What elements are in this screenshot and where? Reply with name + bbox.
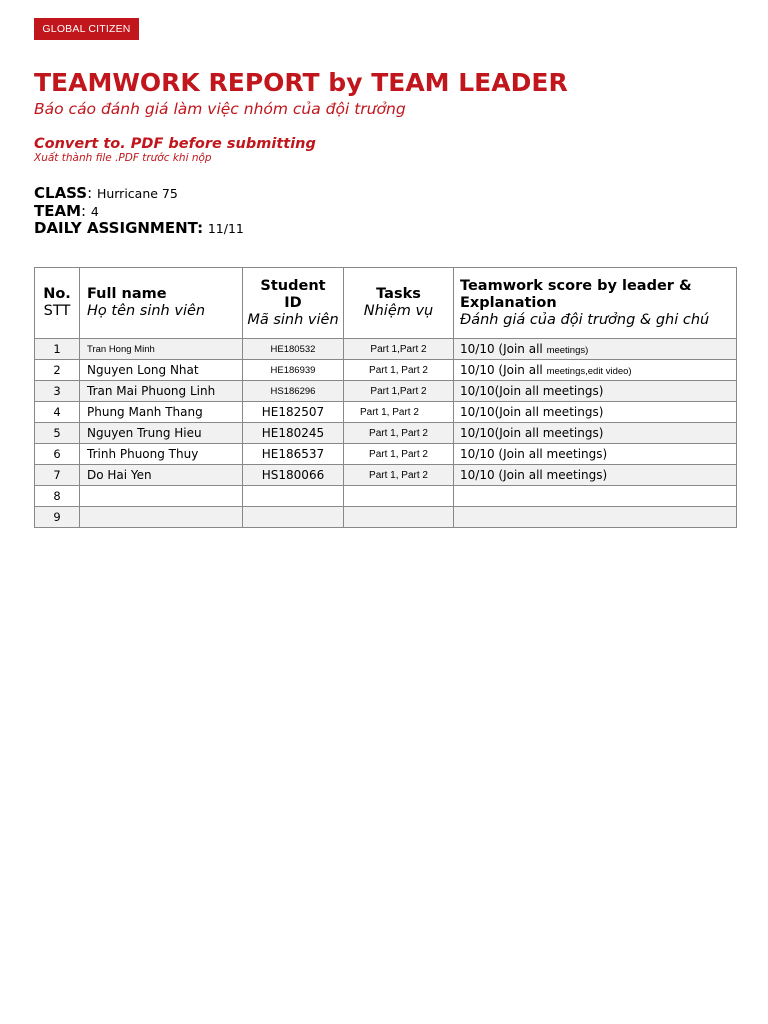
row-tasks: Part 1, Part 2: [344, 402, 454, 423]
team-label: TEAM: [34, 202, 82, 220]
global-citizen-logo: GLOBAL CITIZEN: [34, 18, 139, 40]
row-name: Tran Mai Phuong Linh: [80, 381, 243, 402]
class-value: Hurricane 75: [96, 186, 178, 201]
row-score: [454, 339, 737, 360]
table-row: [35, 444, 737, 465]
row-score: [454, 507, 737, 528]
header-no-label: No.: [43, 286, 71, 302]
row-tasks: Part 1,Part 2: [344, 339, 454, 360]
row-tasks: [344, 507, 454, 528]
row-name: Tran Hong Minh: [80, 339, 243, 360]
header-no: [35, 268, 80, 339]
row-name: Nguyen Trung Hieu: [80, 423, 243, 444]
row-student-id: [243, 486, 344, 507]
row-name: Trinh Phuong Thuy: [80, 444, 243, 465]
daily-label: DAILY ASSIGNMENT:: [34, 219, 204, 237]
header-tasks-label: Tasks: [376, 286, 421, 302]
class-label: CLASS: [34, 184, 88, 202]
daily-assignment-line: [34, 219, 244, 237]
table-row: [35, 360, 737, 381]
header-name: [80, 268, 243, 339]
row-name: [80, 486, 243, 507]
row-student-id: HE186939: [243, 360, 344, 381]
row-tasks: Part 1,Part 2: [344, 381, 454, 402]
row-score: [454, 381, 737, 402]
row-no: 8: [35, 486, 80, 507]
row-no: 7: [35, 465, 80, 486]
row-student-id: HE180532: [243, 339, 344, 360]
header-id-line2: ID: [284, 294, 302, 311]
header-tasks: [344, 268, 454, 339]
row-name: [80, 507, 243, 528]
row-score: [454, 402, 737, 423]
row-tasks: [344, 486, 454, 507]
row-name: Do Hai Yen: [80, 465, 243, 486]
row-score: [454, 444, 737, 465]
row-score: [454, 486, 737, 507]
table-row: [35, 381, 737, 402]
convert-note-vi: Xuất thành file .PDF trước khi nộp: [34, 152, 212, 164]
row-tasks: Part 1, Part 2: [344, 423, 454, 444]
row-student-id: HS186296: [243, 381, 344, 402]
row-score-main: 10/10 (Join all meetings): [460, 468, 608, 482]
convert-note: Convert to. PDF before submitting: [34, 136, 316, 152]
row-score-main: 10/10(Join all meetings): [460, 405, 604, 419]
row-score-small: meetings,edit video): [546, 366, 632, 377]
table-row: [35, 402, 737, 423]
report-subtitle: Báo cáo đánh giá làm việc nhóm của đội trưởng: [34, 100, 406, 118]
table-header-row: [35, 268, 737, 339]
class-line: CLASS: Hurricane 75: [34, 184, 178, 202]
header-id-vi: Mã sinh viên: [247, 311, 339, 328]
daily-value: 11/11: [207, 221, 244, 236]
row-student-id: HE186537: [243, 444, 344, 465]
row-student-id: [243, 507, 344, 528]
header-name-label: Full name: [87, 286, 167, 302]
row-no: 3: [35, 381, 80, 402]
row-score: [454, 423, 737, 444]
header-score-label: Teamwork score by leader & Explanation: [460, 277, 692, 311]
row-no: 9: [35, 507, 80, 528]
header-id-line1: Student: [260, 277, 326, 294]
row-no: 2: [35, 360, 80, 381]
table-row: [35, 486, 737, 507]
table-row: [35, 465, 737, 486]
row-no: 6: [35, 444, 80, 465]
header-student-id: [243, 268, 344, 339]
row-tasks: Part 1, Part 2: [344, 360, 454, 381]
row-score: [454, 465, 737, 486]
header-no-vi: STT: [43, 303, 71, 319]
table-row: [35, 507, 737, 528]
row-name: Nguyen Long Nhat: [80, 360, 243, 381]
teamwork-table: [34, 267, 737, 528]
row-name: Phung Manh Thang: [80, 402, 243, 423]
row-no: 4: [35, 402, 80, 423]
header-score-vi: Đánh giá của đội trưởng & ghi chú: [460, 311, 710, 328]
row-tasks: Part 1, Part 2: [344, 444, 454, 465]
row-score-main: 10/10(Join all meetings): [460, 426, 604, 440]
row-student-id: HS180066: [243, 465, 344, 486]
row-student-id: HE182507: [243, 402, 344, 423]
row-tasks: Part 1, Part 2: [344, 465, 454, 486]
row-no: 1: [35, 339, 80, 360]
row-score: [454, 360, 737, 381]
team-value: 4: [90, 204, 99, 219]
row-student-id: HE180245: [243, 423, 344, 444]
team-line: TEAM: 4: [34, 202, 99, 220]
row-score-main: 10/10 (Join all: [460, 363, 543, 377]
row-score-small: meetings): [546, 345, 589, 356]
header-score: [454, 268, 737, 339]
report-title: TEAMWORK REPORT by TEAM LEADER: [34, 68, 568, 97]
header-name-vi: Họ tên sinh viên: [87, 303, 206, 319]
row-no: 5: [35, 423, 80, 444]
row-score-main: 10/10 (Join all: [460, 342, 543, 356]
row-score-main: 10/10 (Join all meetings): [460, 447, 608, 461]
table-row: [35, 423, 737, 444]
table-row: [35, 339, 737, 360]
header-tasks-vi: Nhiệm vụ: [363, 303, 434, 319]
row-score-main: 10/10(Join all meetings): [460, 384, 604, 398]
